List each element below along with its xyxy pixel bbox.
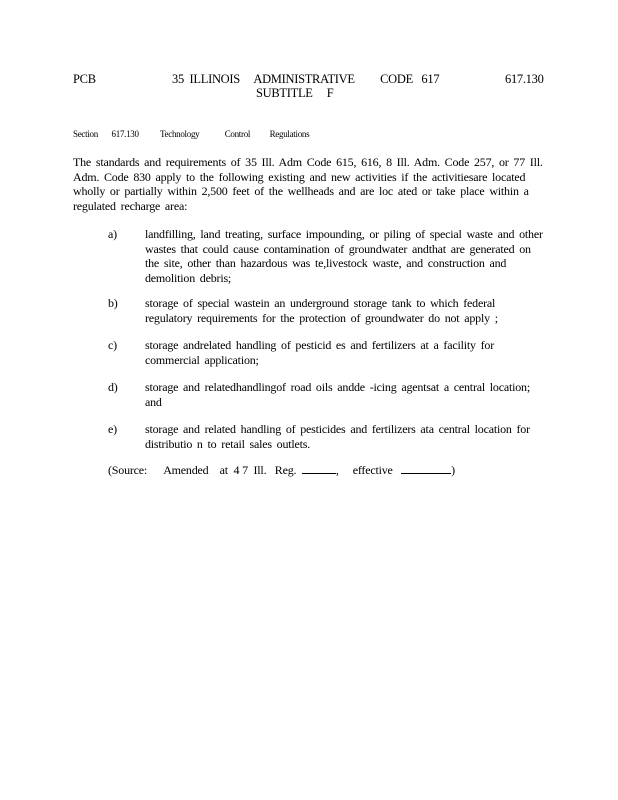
header-subtitle: SUBTITLE F [256, 86, 334, 100]
list-item-text: storage andrelated handling of pesticid es and fertilizers at a facility for commercial application; [145, 338, 494, 367]
list-item-letter: c) [108, 338, 117, 352]
effective-date-blank [401, 463, 451, 474]
list-item-letter: e) [108, 422, 117, 436]
list-item-text: storage and related handling of pesticides and fertilizers ata central location for distributio n to retail sales outlets. [145, 422, 530, 451]
source-suffix: ) [451, 463, 455, 477]
list-item-letter: d) [108, 380, 118, 394]
source-middle: , effective [335, 463, 402, 477]
list-item-text: landfilling, land treating, surface impounding, or piling of special waste and other wastes that could cause contamination of groundwater andthat are generated on the site, other than hazardous was te,livestock waste, and construction and demolition debris; [145, 227, 543, 285]
register-volume-blank [302, 463, 336, 474]
section-heading: Section 617.130 Technology Control Regulations [73, 129, 310, 139]
source-prefix: (Source: Amended at 4 7 Ill. Reg. [108, 463, 302, 477]
header-left-label: PCB [73, 72, 96, 86]
header-code-title: 35 ILLINOIS ADMINISTRATIVE CODE 617 [172, 72, 440, 86]
intro-paragraph: The standards and requirements of 35 Ill. Adm Code 615, 616, 8 Ill. Adm. Code 257, or 77 Ill. Adm. Code 830 apply to the following existing and new activities if the activitiesare located wholly or partially within 2,500 feet of the wellheads and are loc ated or take place within a regulated recharge area: [73, 155, 543, 213]
source-note [108, 463, 455, 478]
header-section-number: 617.130 [505, 72, 544, 86]
list-item-letter: a) [108, 227, 117, 241]
list-item-text: storage and relatedhandlingof road oils andde -icing agentsat a central location; and [145, 380, 530, 409]
list-item-letter: b) [108, 296, 118, 310]
list-item-text: storage of special wastein an underground storage tank to which federal regulatory requirements for the protection of groundwater do not apply ; [145, 296, 498, 325]
